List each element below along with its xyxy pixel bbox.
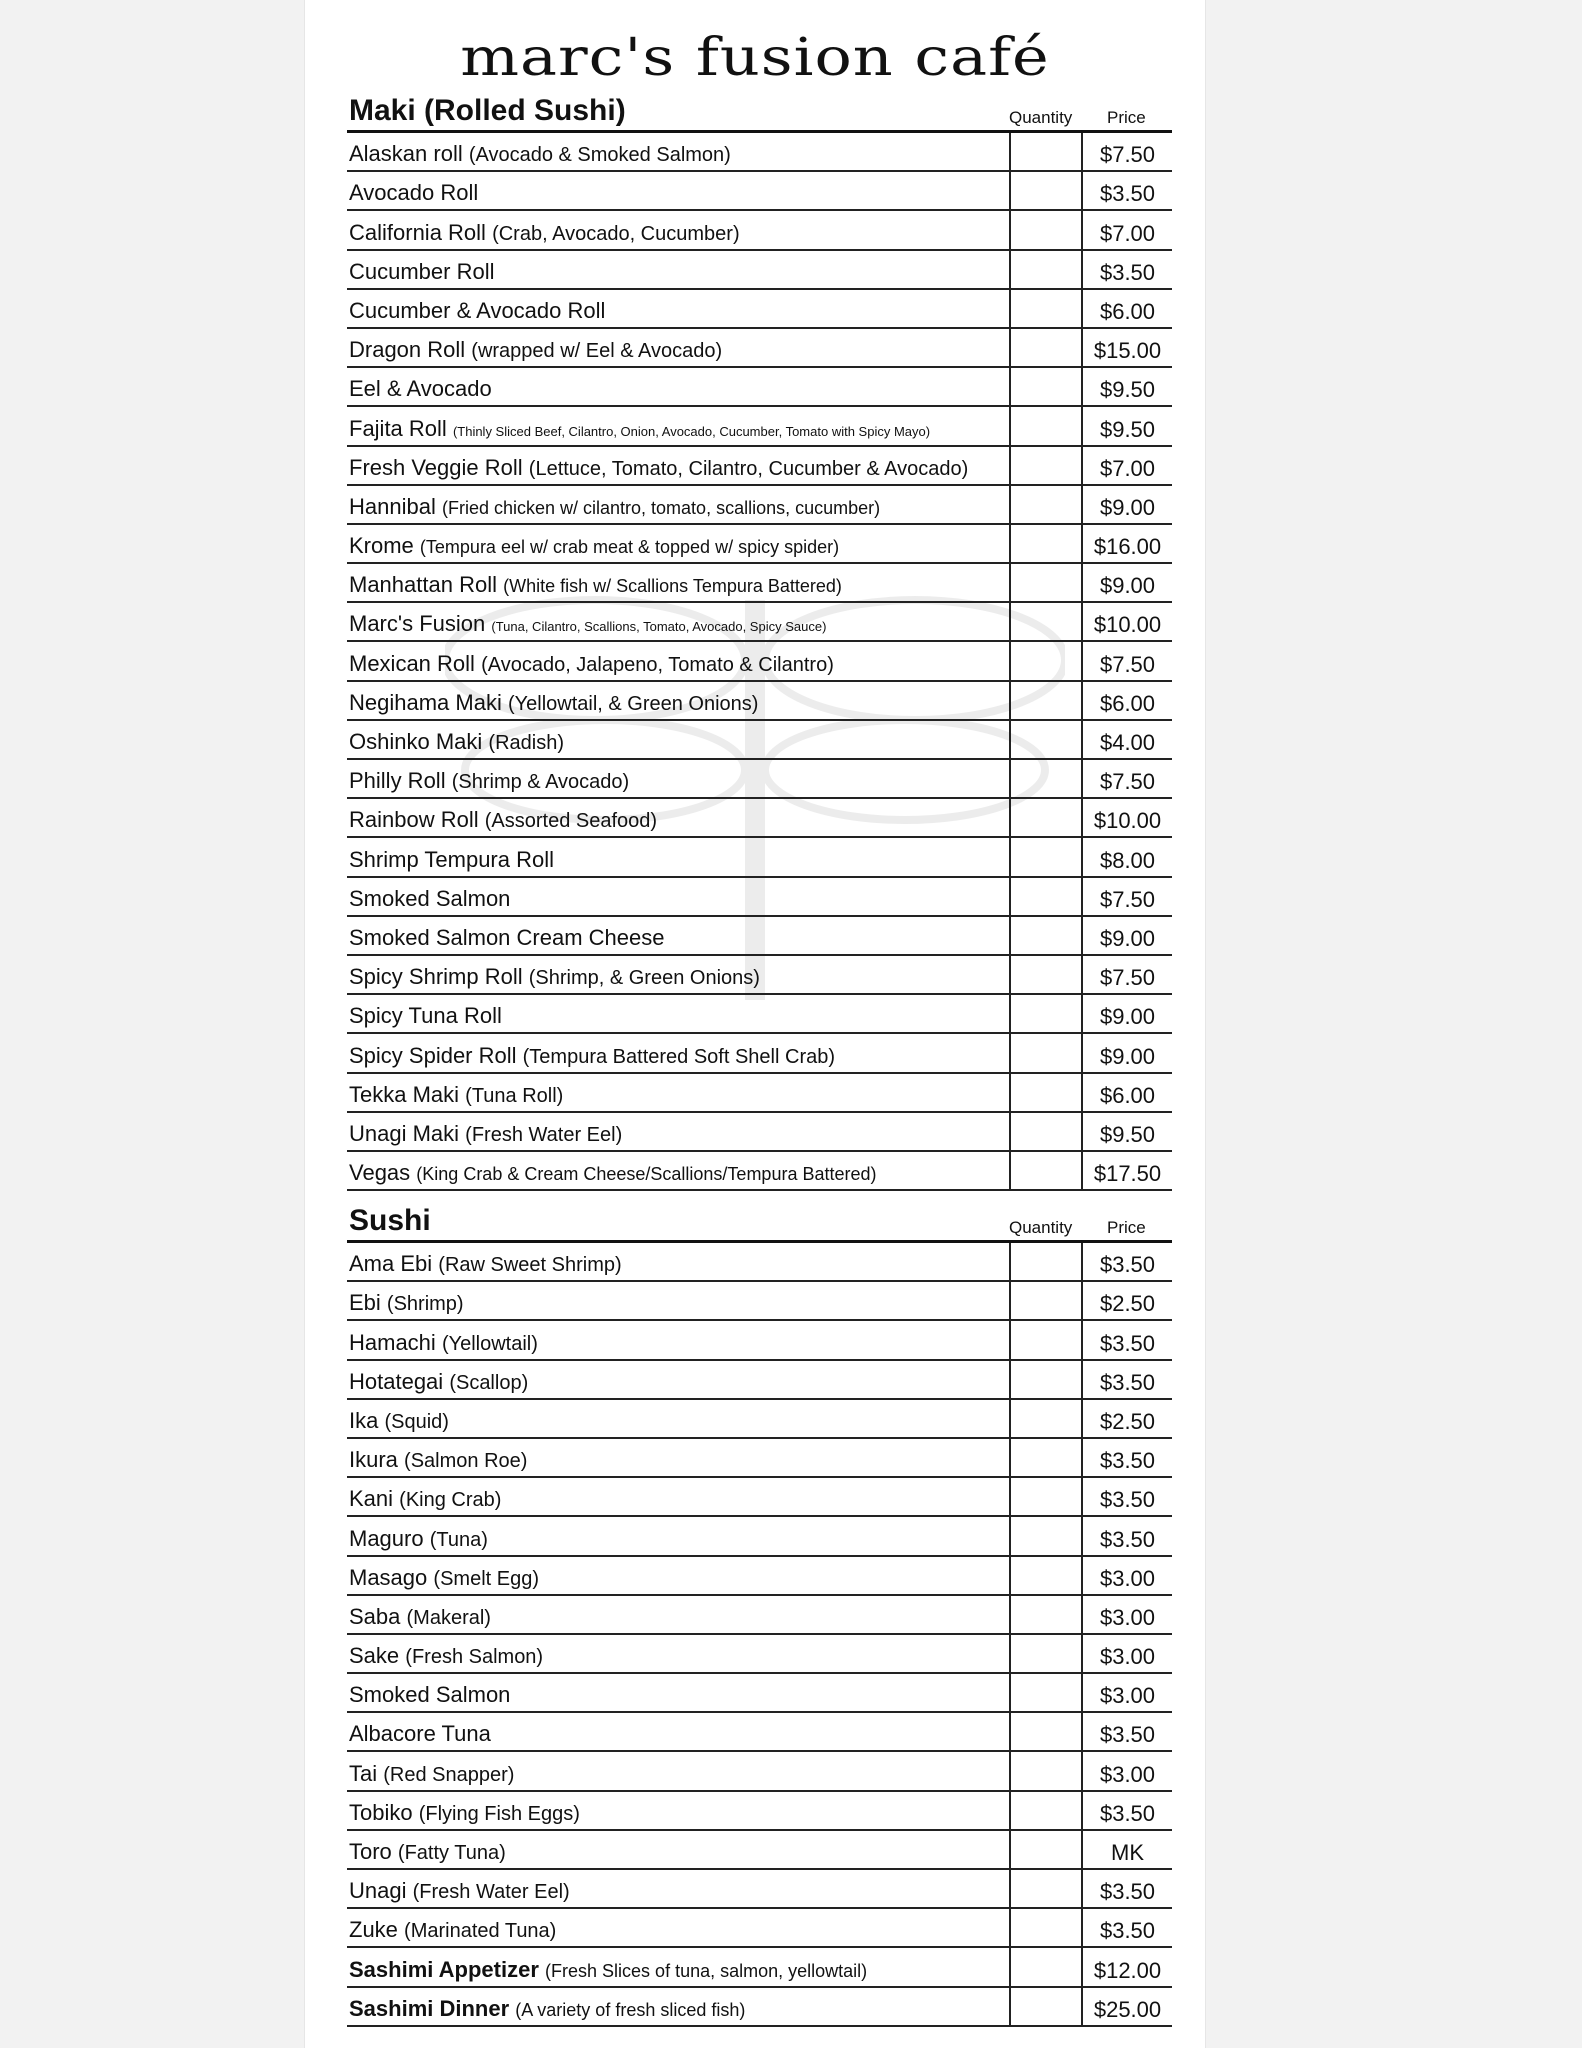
item-price: $9.00 <box>1099 494 1156 520</box>
item-description: (Shrimp) <box>386 1293 464 1316</box>
item-price: $3.50 <box>1099 1487 1156 1513</box>
menu-item-name <box>349 1369 528 1395</box>
menu-item-name <box>349 298 605 324</box>
item-title: Ebi <box>349 1290 381 1316</box>
menu-item-name <box>349 1721 491 1747</box>
quantity-box[interactable] <box>1009 1557 1083 1594</box>
item-price: $7.50 <box>1099 886 1156 912</box>
item-title: Rainbow Roll <box>349 807 479 833</box>
item-description: (Marinated Tuna) <box>404 1920 557 1943</box>
menu-item-name <box>349 729 564 755</box>
menu-item-name <box>349 1682 510 1708</box>
item-price: $6.00 <box>1099 298 1156 324</box>
maki-section <box>347 90 1172 1191</box>
menu-item-row <box>347 838 1172 877</box>
menu-item-name <box>349 1408 449 1434</box>
menu-item-row <box>347 642 1172 681</box>
item-price: $3.50 <box>1099 1918 1156 1944</box>
restaurant-title: marc's fusion café <box>460 25 1050 88</box>
item-description: (Smelt Egg) <box>433 1567 539 1590</box>
quantity-box[interactable] <box>1009 525 1083 562</box>
menu-item-row <box>347 721 1172 760</box>
item-title: Spicy Tuna Roll <box>349 1003 502 1029</box>
menu-item-row <box>347 1870 1172 1909</box>
item-title: Eel & Avocado <box>349 376 492 402</box>
menu-item-row <box>347 1752 1172 1791</box>
quantity-box[interactable] <box>1009 211 1083 248</box>
menu-item-row <box>347 1074 1172 1113</box>
menu-item-name <box>349 1160 877 1186</box>
menu-item-row <box>347 1517 1172 1556</box>
menu-item-name <box>349 141 731 167</box>
menu-item-row <box>347 1478 1172 1517</box>
item-title: Cucumber & Avocado Roll <box>349 297 606 323</box>
quantity-box[interactable] <box>1009 1361 1083 1398</box>
quantity-box[interactable] <box>1009 564 1083 601</box>
quantity-box[interactable] <box>1009 1400 1083 1437</box>
menu-item-row <box>347 1113 1172 1152</box>
item-description: (Tuna Roll) <box>465 1084 564 1107</box>
item-description: (Tuna) <box>429 1528 488 1551</box>
item-title: Smoked Salmon <box>349 1682 511 1708</box>
item-price: $9.00 <box>1099 925 1156 951</box>
item-price: $9.00 <box>1099 573 1156 599</box>
item-description: (Makeral) <box>406 1606 491 1629</box>
quantity-box[interactable] <box>1009 133 1083 170</box>
quantity-box[interactable] <box>1009 642 1083 679</box>
item-description: (Radish) <box>488 732 564 754</box>
item-price: $3.50 <box>1099 1526 1156 1552</box>
menu-item-row <box>347 1713 1172 1752</box>
item-description: (Thinly Sliced Beef, Cilantro, Onion, Avocado, Cucumber, Tomato with Spicy Mayo) <box>452 423 931 439</box>
menu-item-row <box>347 995 1172 1034</box>
quantity-box[interactable] <box>1009 721 1083 758</box>
quantity-box[interactable] <box>1009 1034 1083 1071</box>
menu-item-row <box>347 564 1172 603</box>
menu-item-row <box>347 486 1172 525</box>
item-price: $3.00 <box>1099 1565 1156 1591</box>
item-title: Masago <box>349 1564 428 1590</box>
item-title: Sashimi Dinner <box>349 1995 510 2021</box>
quantity-box[interactable] <box>1009 1831 1083 1868</box>
item-title: Hannibal <box>349 493 436 519</box>
menu-item-name <box>349 1565 539 1591</box>
item-title: Vegas <box>349 1160 411 1186</box>
quantity-box[interactable] <box>1009 603 1083 640</box>
quantity-box[interactable] <box>1009 486 1083 523</box>
item-title: Albacore Tuna <box>349 1721 491 1747</box>
item-title: Toro <box>349 1839 392 1864</box>
item-price: $2.50 <box>1099 1408 1156 1434</box>
item-price: $8.00 <box>1099 847 1156 873</box>
item-description: (Avocado & Smoked Salmon) <box>468 144 731 167</box>
item-price: $2.50 <box>1099 1291 1156 1317</box>
item-price: $7.50 <box>1099 965 1156 991</box>
item-title: Philly Roll <box>349 768 446 794</box>
item-title: Alaskan roll <box>349 141 463 167</box>
menu-item-name <box>349 1486 501 1512</box>
quantity-box[interactable] <box>1009 1321 1083 1358</box>
item-description: (Raw Sweet Shrimp) <box>438 1254 622 1277</box>
menu-page <box>305 0 1205 2048</box>
quantity-box[interactable] <box>1009 1478 1083 1515</box>
quantity-box[interactable] <box>1009 917 1083 954</box>
quantity-column-header: Quantity <box>1009 108 1073 127</box>
menu-item-row <box>347 407 1172 446</box>
item-title: Tobiko <box>349 1799 413 1825</box>
item-description: (Assorted Seafood) <box>484 810 658 833</box>
item-description: (Shrimp & Avocado) <box>451 771 630 794</box>
menu-item-row <box>347 1034 1172 1073</box>
menu-item-name <box>349 964 760 990</box>
menu-item-row <box>347 1596 1172 1635</box>
quantity-box[interactable] <box>1009 760 1083 797</box>
menu-item-name <box>349 886 510 912</box>
menu-item-name <box>349 1643 543 1669</box>
menu-item-row <box>347 1674 1172 1713</box>
menu-item-row <box>347 1557 1172 1596</box>
quantity-box[interactable] <box>1009 1282 1083 1319</box>
item-price: $3.50 <box>1099 1879 1156 1905</box>
menu-item-row <box>347 172 1172 211</box>
item-title: Spicy Spider Roll <box>349 1042 517 1068</box>
item-price: $17.50 <box>1093 1161 1162 1187</box>
menu-item-name <box>349 690 758 716</box>
item-title: Fajita Roll <box>349 415 447 441</box>
menu-item-name <box>349 1330 538 1356</box>
quantity-box[interactable] <box>1009 1948 1083 1985</box>
item-description: (Crab, Avocado, Cucumber) <box>492 222 740 245</box>
menu-item-name <box>349 494 880 520</box>
item-title: Sake <box>349 1643 400 1669</box>
item-price: $3.50 <box>1099 1722 1156 1748</box>
menu-item-row <box>347 1282 1172 1321</box>
menu-item-name <box>349 1957 867 1983</box>
quantity-box[interactable] <box>1009 1113 1083 1150</box>
menu-item-name <box>349 1839 506 1865</box>
menu-item-row <box>347 1988 1172 2027</box>
item-price: $4.00 <box>1099 730 1156 755</box>
item-description: (Fried chicken w/ cilantro, tomato, scallions, cucumber) <box>441 497 881 518</box>
price-column-header: Price <box>1107 1218 1146 1237</box>
item-description: (Squid) <box>384 1410 449 1433</box>
menu-item-name <box>349 847 554 873</box>
item-title: Smoked Salmon <box>349 885 511 911</box>
menu-item-name <box>349 1761 514 1787</box>
item-description: (Fresh Water Eel) <box>465 1123 623 1146</box>
item-price: $6.00 <box>1099 1082 1156 1108</box>
item-title: Mexican Roll <box>349 650 475 676</box>
menu-item-name <box>349 1526 488 1552</box>
item-title: Manhattan Roll <box>349 572 497 598</box>
quantity-box[interactable] <box>1009 682 1083 719</box>
quantity-box[interactable] <box>1009 1909 1083 1946</box>
item-title: Cucumber Roll <box>349 258 495 284</box>
quantity-box[interactable] <box>1009 1596 1083 1633</box>
menu-item-row <box>347 290 1172 329</box>
item-price: $3.50 <box>1099 1369 1156 1395</box>
menu-item-row <box>347 760 1172 799</box>
item-description: (King Crab & Cream Cheese/Scallions/Tempura Battered) <box>416 1164 877 1185</box>
quantity-box[interactable] <box>1009 956 1083 993</box>
menu-item-name <box>349 1290 464 1316</box>
menu-item-row <box>347 1792 1172 1831</box>
item-title: Ika <box>349 1407 379 1433</box>
menu-item-name <box>349 220 740 246</box>
menu-item-row <box>347 878 1172 917</box>
item-price: $9.50 <box>1099 1121 1156 1147</box>
menu-item-name <box>349 1800 580 1826</box>
item-title: Negihama Maki <box>349 689 502 715</box>
item-price: $3.50 <box>1099 1448 1156 1474</box>
quantity-box[interactable] <box>1009 1792 1083 1829</box>
quantity-box[interactable] <box>1009 995 1083 1032</box>
item-description: (Fresh Water Eel) <box>412 1881 570 1904</box>
menu-item-name <box>349 1917 556 1943</box>
menu-item-name <box>349 337 722 363</box>
item-title: Hotategai <box>349 1368 444 1394</box>
item-price: $6.00 <box>1099 690 1156 716</box>
item-price: $25.00 <box>1093 1996 1162 2022</box>
quantity-column-header: Quantity <box>1009 1218 1073 1237</box>
sushi-item-list <box>347 1243 1172 2027</box>
item-description: (Fatty Tuna) <box>397 1842 506 1864</box>
item-description: (Tempura eel w/ crab meat & topped w/ spicy spider) <box>419 537 840 558</box>
maki-item-list <box>347 133 1172 1191</box>
quantity-box[interactable] <box>1009 1243 1083 1280</box>
item-title: Tai <box>349 1760 378 1786</box>
item-description: (A variety of fresh sliced fish) <box>515 1999 746 2020</box>
item-title: Shrimp Tempura Roll <box>349 846 555 872</box>
quantity-box[interactable] <box>1009 290 1083 327</box>
item-description: (Tempura Battered Soft Shell Crab) <box>522 1045 836 1068</box>
menu-item-row <box>347 1948 1172 1987</box>
item-title: Oshinko Maki <box>349 729 483 754</box>
item-description: (Yellowtail) <box>441 1332 538 1355</box>
quantity-box[interactable] <box>1009 1439 1083 1476</box>
menu-item-row <box>347 447 1172 486</box>
item-title: Unagi <box>349 1878 407 1904</box>
quantity-box[interactable] <box>1009 447 1083 484</box>
quantity-box[interactable] <box>1009 251 1083 288</box>
item-price: $10.00 <box>1093 612 1162 638</box>
item-title: Krome <box>349 533 414 559</box>
menu-item-name <box>349 1003 502 1029</box>
menu-item-name <box>349 455 968 481</box>
item-description: (Lettuce, Tomato, Cilantro, Cucumber & Avocado) <box>528 457 969 480</box>
item-price: $9.50 <box>1099 377 1156 403</box>
item-title: Spicy Shrimp Roll <box>349 964 523 990</box>
item-description: (White fish w/ Scallions Tempura Battered) <box>503 576 842 597</box>
maki-section-header <box>347 90 1172 133</box>
item-price: $9.00 <box>1099 1043 1156 1069</box>
quantity-box[interactable] <box>1009 1870 1083 1907</box>
menu-item-row <box>347 1400 1172 1439</box>
item-title: Maguro <box>349 1525 424 1551</box>
item-price: $7.50 <box>1099 651 1156 677</box>
item-description: (Red Snapper) <box>383 1763 515 1786</box>
menu-item-name <box>349 572 842 598</box>
menu-item-row <box>347 329 1172 368</box>
item-description: (King Crab) <box>399 1489 502 1512</box>
menu-item-name <box>349 1878 570 1904</box>
menu-item-row <box>347 1831 1172 1870</box>
menu-item-row <box>347 211 1172 250</box>
menu-item-name <box>349 259 495 285</box>
menu-item-row <box>347 956 1172 995</box>
item-price: $3.50 <box>1099 1252 1156 1278</box>
item-description: (Fresh Salmon) <box>405 1646 544 1669</box>
menu-item-name <box>349 1604 491 1630</box>
item-title: Kani <box>349 1486 394 1512</box>
menu-item-name <box>349 1996 745 2022</box>
menu-item-row <box>347 1152 1172 1191</box>
quantity-box[interactable] <box>1009 172 1083 209</box>
menu-item-row <box>347 1361 1172 1400</box>
menu-item-row <box>347 917 1172 956</box>
item-title: Smoked Salmon Cream Cheese <box>349 924 665 950</box>
menu-item-row <box>347 799 1172 838</box>
item-title: Sashimi Appetizer <box>349 1956 539 1982</box>
quantity-box[interactable] <box>1009 1752 1083 1789</box>
item-price: $3.00 <box>1099 1604 1156 1630</box>
item-title: Dragon Roll <box>349 337 466 363</box>
item-price: $3.00 <box>1099 1644 1156 1670</box>
quantity-box[interactable] <box>1009 1988 1083 2025</box>
item-price: $7.00 <box>1099 220 1156 246</box>
menu-item-row <box>347 525 1172 564</box>
item-title: Zuke <box>349 1917 398 1943</box>
menu-item-name <box>349 416 930 442</box>
item-price: $3.50 <box>1099 1330 1156 1356</box>
quantity-box[interactable] <box>1009 799 1083 836</box>
item-title: Ama Ebi <box>349 1251 433 1277</box>
item-description: (Yellowtail, & Green Onions) <box>507 692 759 715</box>
item-description: (Shrimp, & Green Onions) <box>528 967 760 990</box>
item-description: (wrapped w/ Eel & Avocado) <box>471 340 723 363</box>
menu-item-row <box>347 251 1172 290</box>
sushi-section-title: Sushi <box>349 1204 431 1237</box>
menu-item-row <box>347 1439 1172 1478</box>
menu-item-row <box>347 603 1172 642</box>
menu-item-name <box>349 376 492 402</box>
menu-item-row <box>347 682 1172 721</box>
item-price: $16.00 <box>1093 534 1162 560</box>
quantity-box[interactable] <box>1009 1713 1083 1750</box>
quantity-box[interactable] <box>1009 329 1083 366</box>
menu-item-row <box>347 368 1172 407</box>
menu-item-name <box>349 807 657 833</box>
item-description: (Avocado, Jalapeno, Tomato & Cilantro) <box>481 653 834 676</box>
quantity-box[interactable] <box>1009 1674 1083 1711</box>
menu-item-row <box>347 1635 1172 1674</box>
menu-item-name <box>349 611 826 637</box>
menu-item-name <box>349 1043 835 1069</box>
item-description: (Salmon Roe) <box>404 1450 528 1473</box>
item-title: Ikura <box>349 1447 398 1473</box>
quantity-box[interactable] <box>1009 1635 1083 1672</box>
quantity-box[interactable] <box>1009 1074 1083 1111</box>
item-price: $3.50 <box>1099 1800 1156 1826</box>
sushi-section-header <box>347 1200 1172 1243</box>
item-price: $7.50 <box>1099 769 1156 795</box>
item-title: Saba <box>349 1603 401 1629</box>
item-title: California Roll <box>349 219 486 245</box>
menu-item-name <box>349 533 839 559</box>
item-price: $7.50 <box>1099 142 1156 168</box>
menu-item-row <box>347 1909 1172 1948</box>
item-description: (Scallop) <box>449 1371 529 1394</box>
menu-item-name <box>349 651 834 677</box>
item-price: MK <box>1111 1840 1144 1865</box>
item-title: Fresh Veggie Roll <box>349 454 523 480</box>
item-description: (Tuna, Cilantro, Scallions, Tomato, Avocado, Spicy Sauce) <box>491 619 827 635</box>
sushi-section <box>347 1200 1172 2027</box>
item-title: Marc's Fusion <box>349 611 486 637</box>
menu-item-name <box>349 1447 527 1473</box>
menu-item-row <box>347 1243 1172 1282</box>
menu-item-row <box>347 1321 1172 1360</box>
item-price: $3.00 <box>1099 1683 1156 1709</box>
item-description: (Fresh Slices of tuna, salmon, yellowtail) <box>545 1960 868 1981</box>
item-price: $3.50 <box>1099 181 1156 207</box>
item-title: Unagi Maki <box>349 1120 460 1146</box>
quantity-box[interactable] <box>1009 368 1083 405</box>
menu-item-name <box>349 1251 622 1277</box>
quantity-box[interactable] <box>1009 838 1083 875</box>
item-price: $10.00 <box>1093 808 1162 834</box>
item-price: $9.50 <box>1099 416 1156 442</box>
item-price: $12.00 <box>1093 1957 1162 1983</box>
item-description: (Flying Fish Eggs) <box>418 1802 580 1825</box>
quantity-box[interactable] <box>1009 407 1083 444</box>
item-title: Avocado Roll <box>349 180 479 206</box>
menu-item-name <box>349 1082 563 1108</box>
quantity-box[interactable] <box>1009 1152 1083 1189</box>
menu-item-name <box>349 1121 622 1147</box>
maki-section-title: Maki (Rolled Sushi) <box>349 94 626 127</box>
menu-item-name <box>349 925 664 951</box>
item-price: $7.00 <box>1099 455 1156 481</box>
item-price: $15.00 <box>1093 338 1162 364</box>
price-column-header: Price <box>1107 108 1146 127</box>
quantity-box[interactable] <box>1009 878 1083 915</box>
menu-item-row <box>347 133 1172 172</box>
menu-item-name <box>349 180 478 206</box>
menu-item-name <box>349 768 629 794</box>
item-title: Tekka Maki <box>349 1081 460 1107</box>
item-price: $3.00 <box>1099 1761 1156 1787</box>
item-price: $9.00 <box>1099 1004 1156 1030</box>
item-price: $3.50 <box>1099 259 1156 285</box>
quantity-box[interactable] <box>1009 1517 1083 1554</box>
item-title: Hamachi <box>349 1329 436 1355</box>
